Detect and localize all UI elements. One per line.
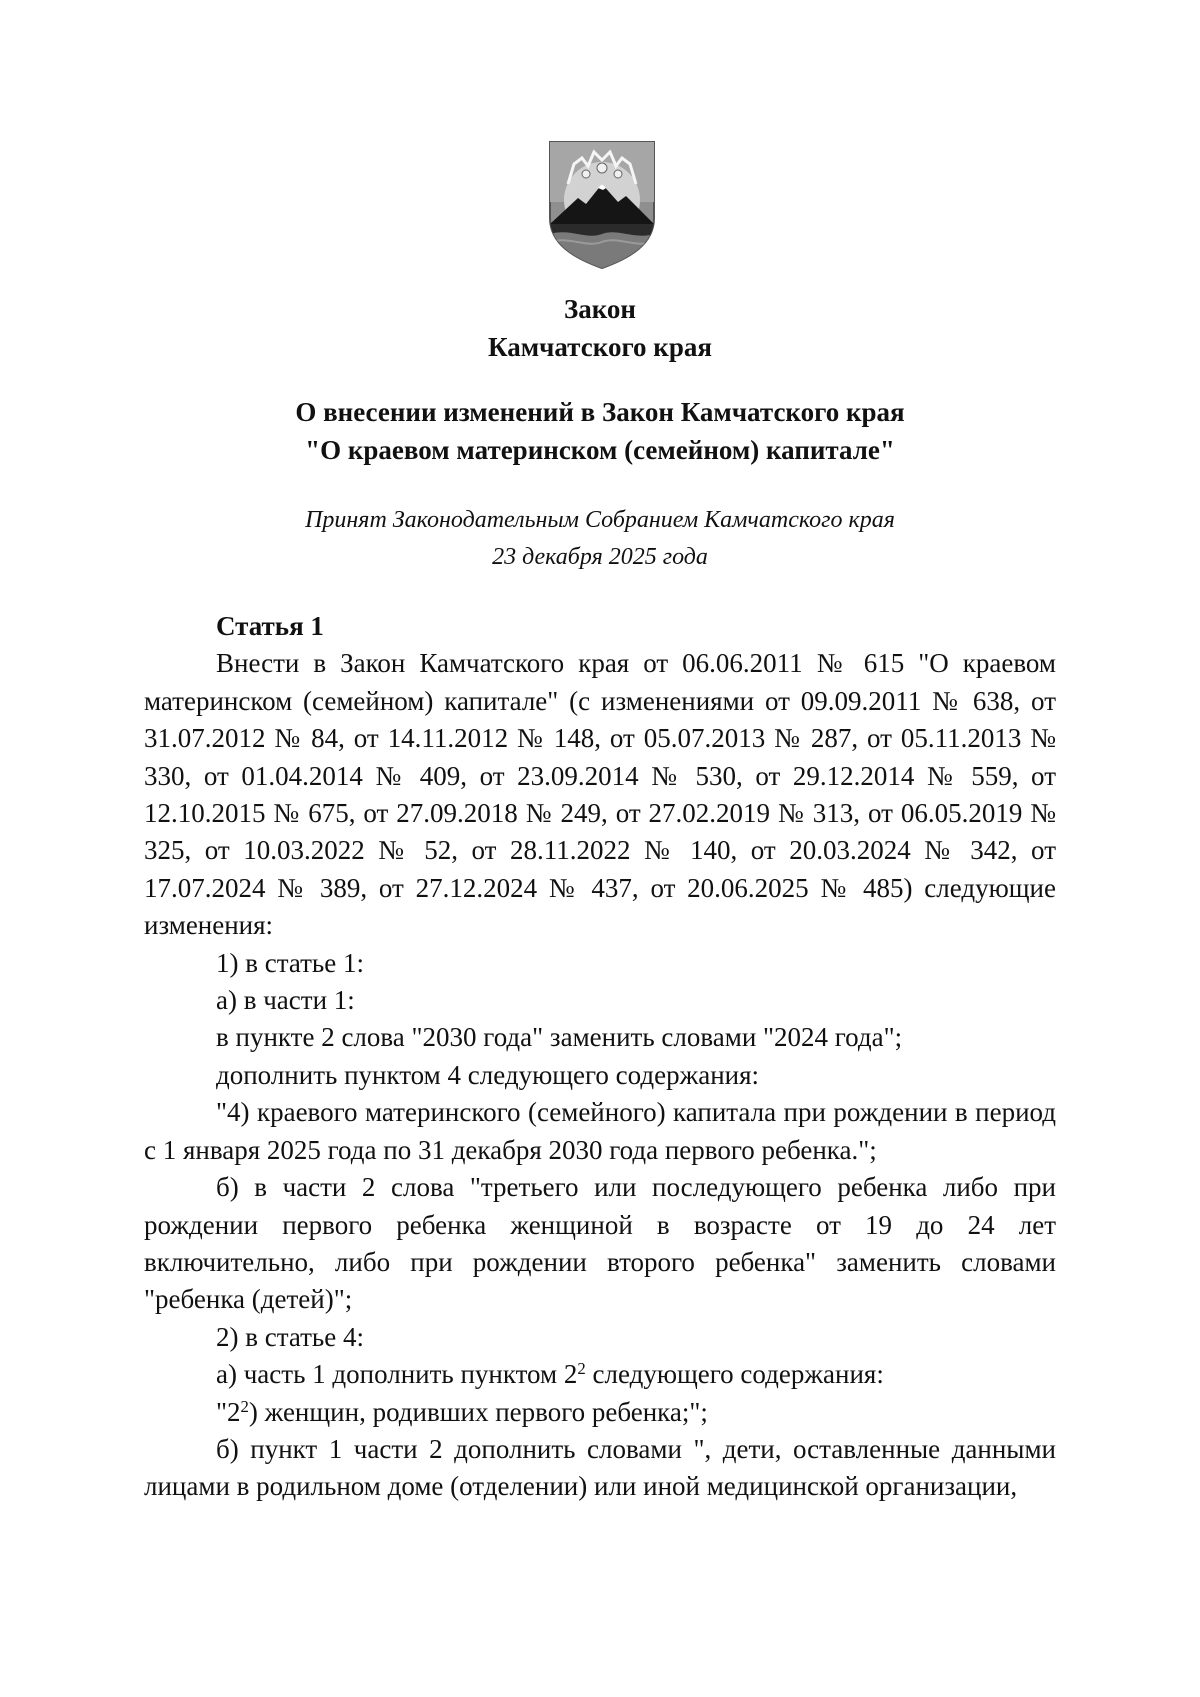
adoption-note bbox=[0, 502, 1200, 576]
law-subject-line-2: "О краевом материнском (семейном) капитале" bbox=[305, 435, 895, 465]
article-intro-paragraph: Внести в Закон Камчатского края от 06.06.2011 № 615 "О краевом материнском (семейном) капитале" (с изменениями от 09.09.2011 № 638, от 31.07.2012 № 84, от 14.11.2012 № 148, от 05.07.2013 № 287, от 05.11.2013 № 330, от 01.04.2014 № 409, от 23.09.2014 № 530, от 29.12.2014 № 559, от 12.10.2015 № 675, от 27.09.2018 № 249, от 27.02.2019 № 313, от 06.05.2019 № 325, от 10.03.2022 № 52, от 28.11.2022 № 140, от 20.03.2024 № 342, от 17.07.2024 № 389, от 27.12.2024 № 437, от 20.06.2025 № 485) следующие изменения: bbox=[144, 648, 1056, 941]
item-2-a-superscript: 2 bbox=[577, 1358, 586, 1378]
item-1-b: б) в части 2 слова "третьего или последующего ребенка либо при рождении первого ребенка женщиной в возрасте от 19 до 24 лет включительно, либо при рождении второго ребенка" заменить словами "ребенка (детей)"; bbox=[144, 1172, 1056, 1315]
law-subject-line-1: О внесении изменений в Закон Камчатского края bbox=[295, 397, 905, 427]
item-2-quote-start: "2 bbox=[216, 1396, 241, 1427]
law-title-line-1: Закон bbox=[563, 294, 636, 324]
item-2-a-text: а) часть 1 дополнить пунктом 2 bbox=[216, 1359, 578, 1390]
item-1-a-point-2: в пункте 2 слова "2030 года" заменить словами "2024 года"; bbox=[216, 1022, 903, 1053]
law-subject bbox=[0, 393, 1200, 469]
item-2-b: б) пункт 1 части 2 дополнить словами ", дети, оставленные данными лицами в родильном доме (отделении) или иной медицинской организации, bbox=[144, 1433, 1056, 1502]
item-2-a bbox=[144, 1356, 1056, 1393]
item-2-quote-superscript: 2 bbox=[240, 1396, 249, 1416]
item-2-quote-end: ) женщин, родивших первого ребенка;"; bbox=[248, 1396, 708, 1427]
law-title-line-2: Камчатского края bbox=[488, 332, 712, 362]
adoption-note-line-1: Принят Законодательным Собранием Камчатского края bbox=[305, 507, 895, 533]
kamchatka-coat-of-arms-icon bbox=[546, 140, 658, 272]
item-2: 2) в статье 4: bbox=[216, 1321, 364, 1352]
item-2-a-text-end: следующего содержания: bbox=[585, 1359, 884, 1390]
item-1-a-quote: "4) краевого материнского (семейного) капитала при рождении в период с 1 января 2025 года по 31 декабря 2030 года первого ребенка."; bbox=[144, 1097, 1056, 1165]
item-1: 1) в статье 1: bbox=[216, 947, 364, 978]
item-1-a: а) в части 1: bbox=[216, 985, 355, 1016]
item-2-quote bbox=[144, 1394, 1056, 1431]
article-body bbox=[144, 608, 1056, 1506]
adoption-date: 23 декабря 2025 года bbox=[492, 544, 708, 570]
article-heading: Статья 1 bbox=[216, 611, 324, 641]
law-title bbox=[0, 290, 1200, 366]
item-1-a-add: дополнить пунктом 4 следующего содержания: bbox=[216, 1059, 760, 1090]
